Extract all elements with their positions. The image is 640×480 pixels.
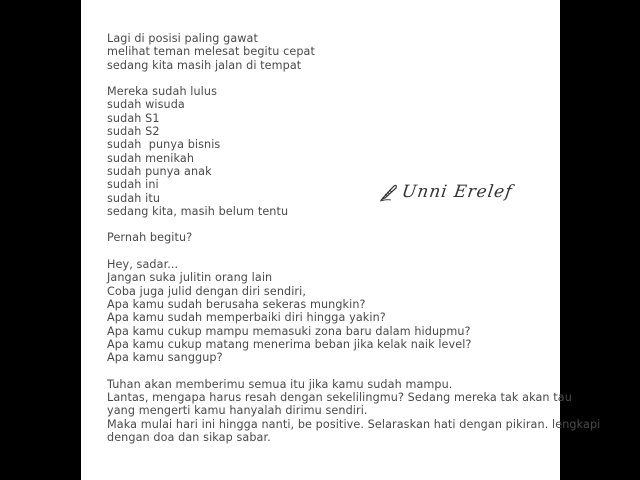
- quill-pen-icon: [379, 182, 399, 202]
- author-signature: [379, 182, 512, 202]
- poem-line: Coba juga julid dengan diri sendiri,: [107, 284, 306, 298]
- stanza-break: [107, 245, 557, 258]
- poem-line: melihat teman melesat begitu cepat: [107, 45, 315, 59]
- poem-line: Apa kamu sanggup?: [107, 351, 223, 365]
- poem-line: Hey, sadar...: [107, 258, 179, 272]
- poem-line: Apa kamu sudah memperbaiki diri hingga yakin?: [107, 311, 386, 325]
- poem-line: Mereka sudah lulus: [107, 85, 218, 99]
- poem-line: Lagi di posisi paling gawat: [107, 32, 258, 45]
- poem-line: yang mengerti kamu hanyalah dirimu sendiri.: [107, 404, 368, 418]
- poem-line: sedang kita, masih belum tentu: [107, 204, 289, 218]
- stanza-break: [107, 364, 557, 377]
- poem-text: [107, 32, 601, 444]
- poem-line: sudah S2: [107, 125, 160, 139]
- poem-line: sudah punya bisnis: [107, 138, 221, 152]
- signature-text: Unni Erelef: [400, 182, 514, 202]
- poem-line: Apa kamu sudah berusaha sekeras mungkin?: [107, 297, 366, 311]
- poem-line: sudah ini: [107, 178, 159, 192]
- poem-line: Lantas, mengapa harus resah dengan sekelilingmu? Sedang mereka tak akan tau: [107, 391, 572, 405]
- poem-line: dengan doa dan sikap sabar.: [107, 430, 271, 444]
- poem-line: sudah menikah: [107, 151, 195, 165]
- stanza-break: [107, 72, 557, 85]
- poem-line: Pernah begitu?: [107, 231, 193, 245]
- poem-line: Maka mulai hari ini hingga nanti, be positive. Selaraskan hati dengan pikiran. lengkapi: [107, 417, 601, 431]
- poem-line: Apa kamu cukup matang menerima beban jika kelak naik level?: [107, 337, 472, 351]
- poem-line: sudah S1: [107, 111, 160, 125]
- poem-line: Jangan suka julitin orang lain: [107, 271, 273, 285]
- document-page: [81, 0, 601, 480]
- poem-line: sedang kita masih jalan di tempat: [107, 58, 302, 72]
- poem-line: Tuhan akan memberimu semua itu jika kamu sudah mampu.: [107, 377, 453, 391]
- poem-line: sudah wisuda: [107, 98, 185, 112]
- poem-line: Apa kamu cukup mampu memasuki zona baru dalam hidupmu?: [107, 324, 471, 338]
- poem-line: sudah punya anak: [107, 164, 212, 178]
- stanza-break: [107, 218, 557, 231]
- poem-line: sudah itu: [107, 191, 161, 205]
